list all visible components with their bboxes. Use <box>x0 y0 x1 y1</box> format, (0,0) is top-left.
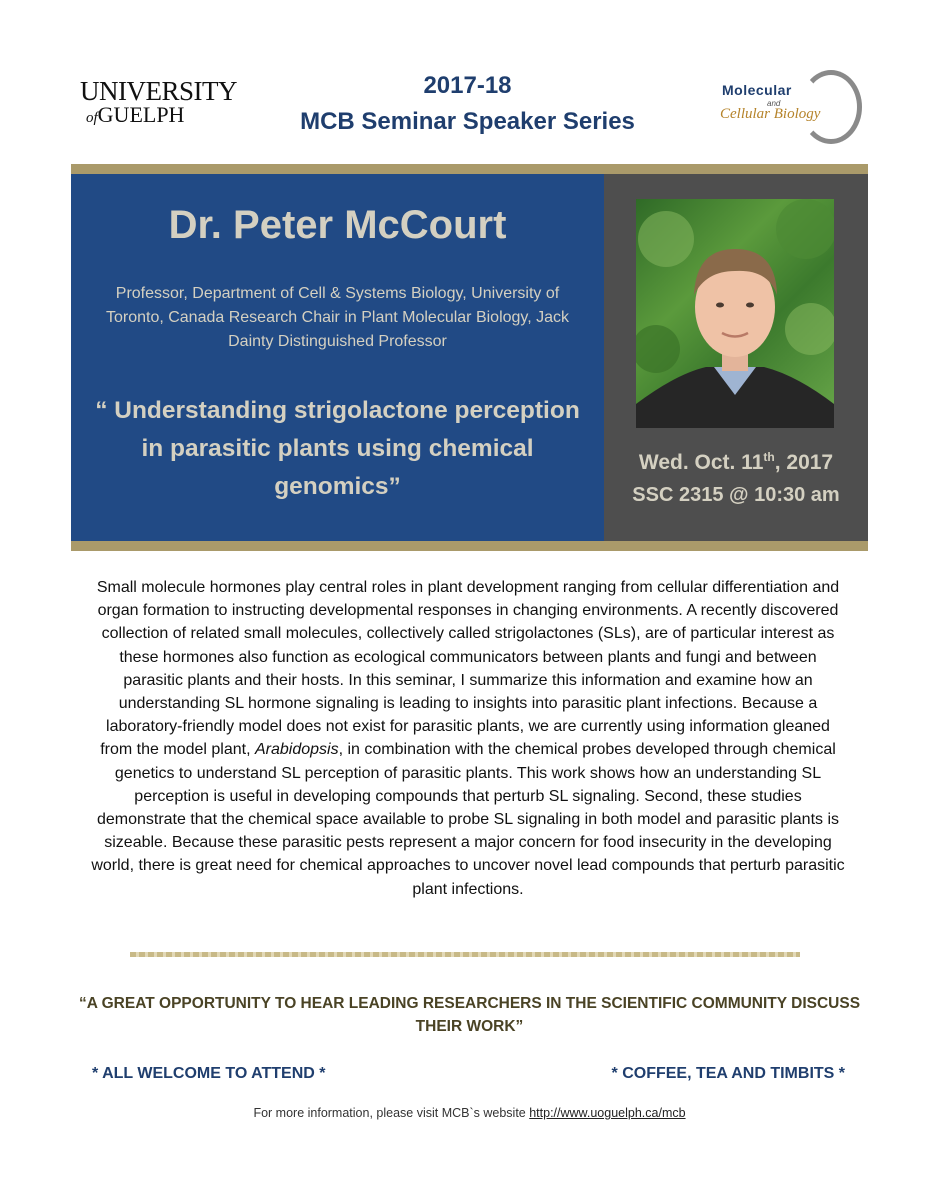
series-title: MCB Seminar Speaker Series <box>300 108 635 135</box>
mcb-logo-cellular: Cellular Biology <box>720 106 821 122</box>
tagline-quote: “A GREAT OPPORTUNITY TO HEAR LEADING RESEARCHERS IN THE SCIENTIFIC COMMUNITY DISCUSS THEIR WORK” <box>78 995 861 1035</box>
series-year: 2017-18 <box>423 72 512 99</box>
logo-of-text: of <box>86 110 98 126</box>
event-date-year: , 2017 <box>774 451 834 474</box>
refreshments-note: * COFFEE, TEA AND TIMBITS * <box>611 1065 845 1082</box>
welcome-note: * ALL WELCOME TO ATTEND * <box>92 1065 326 1082</box>
event-date-ordinal: th <box>763 450 775 464</box>
abstract-italic-term: Arabidopsis <box>254 741 339 759</box>
decorative-divider <box>130 952 800 957</box>
event-date <box>604 450 868 475</box>
speaker-name: Dr. Peter McCourt <box>168 203 507 247</box>
logo-university-text: UNIVERSITY <box>80 76 237 106</box>
talk-title: “ Understanding strigolactone perception in parasitic plants using chemical genomics” <box>95 397 580 500</box>
speaker-affiliation: Professor, Department of Cell & Systems Biology, University of Toronto, Canada Research Chair in Plant Molecular Biology, Jack Dainty Distinguished Professor <box>105 285 570 350</box>
logo-guelph-line <box>86 104 220 126</box>
abstract-paragraph <box>88 576 848 901</box>
abstract-text-part2: , in combination with the chemical probes developed through chemical genetics to understand SL perception of parasitic plants. This work shows how an understanding SL perception is useful in developing compounds that perturb SL signaling. Second, these studies demonstrate that the chemical space available to probe SL signaling in both model and parasitic plants is sizeable. Because these parasitic pests represent a major concern for food insecurity in the developing world, there is great need for chemical approaches to uncover novel lead compounds that perturb parasitic plant infections. <box>91 741 845 898</box>
footer-info <box>71 1106 868 1120</box>
university-of-guelph-logo <box>80 76 237 130</box>
speaker-photo <box>636 199 834 428</box>
mcb-logo <box>712 66 858 140</box>
mcb-logo-and: and <box>767 99 781 108</box>
logo-guelph-text: GUELPH <box>97 102 185 127</box>
footer-text: For more information, please visit MCB`s website <box>253 1106 530 1120</box>
mcb-logo-molecular: Molecular <box>722 82 792 98</box>
event-date-day: Wed. Oct. 11 <box>638 451 764 474</box>
abstract-text-part1: Small molecule hormones play central roles in plant development ranging from cellular differentiation and organ formation to instructing developmental responses in changing environments. A recently discovered collection of related small molecules, collectively called strigolactones (SLs), are of particular interest as these hormones also function as ecological communicators between plants and fungi and between parasitic plants and their hosts. In this seminar, I summarize this information and examine how an understanding SL hormone signaling is leading to insights into parasitic plant infections. Because a laboratory-friendly model does not exist for parasitic plants, we are currently using information gleaned from the model plant, <box>96 579 840 759</box>
banner-bottom-border <box>71 541 868 551</box>
event-location-time: SSC 2315 @ 10:30 am <box>632 484 840 506</box>
mcb-website-link[interactable]: http://www.uoguelph.ca/mcb <box>529 1106 686 1120</box>
banner-top-border <box>71 164 868 174</box>
